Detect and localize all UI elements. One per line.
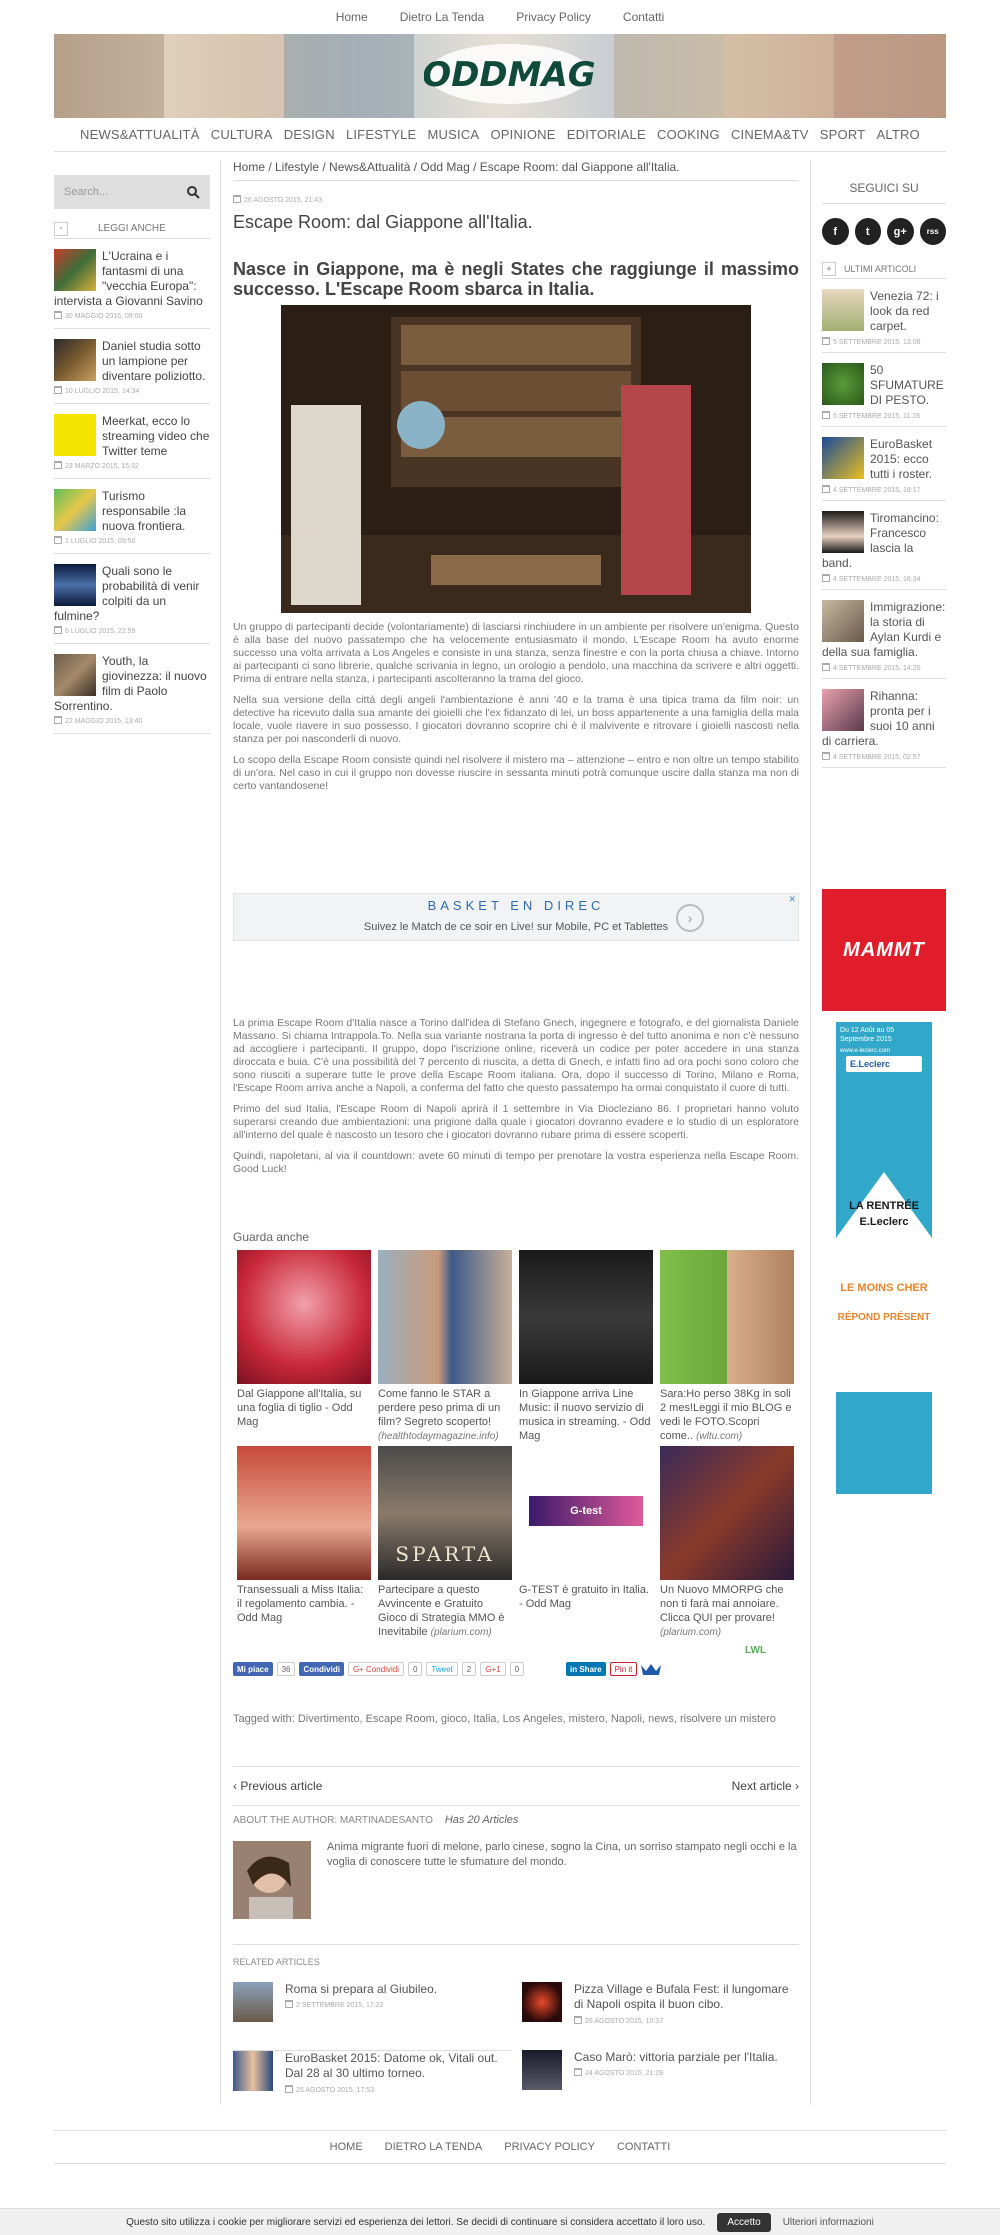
tweet-button[interactable]: Tweet [426, 1662, 457, 1676]
top-nav-privacy-policy[interactable]: Privacy Policy [516, 10, 591, 24]
post-thumbnail[interactable] [54, 249, 96, 291]
post-date: 5 SETTEMBRE 2015, 11:28 [822, 411, 946, 420]
article-date: 26 AGOSTO 2015, 21:43 [233, 195, 799, 204]
post-thumbnail[interactable] [822, 363, 864, 405]
top-nav [0, 0, 1000, 34]
post-title[interactable]: Immigrazione: la storia di Aylan Kurdi e della sua famiglia. [822, 600, 946, 659]
article-hero-image [281, 305, 751, 613]
cookie-more-info-link[interactable]: Ulteriori informazioni [782, 2216, 874, 2228]
post-title[interactable]: Quali sono le probabilità di venir colpiti da un fulmine? [54, 564, 200, 623]
linkedin-share-button[interactable]: in Share [566, 1662, 606, 1676]
related-date: 26 AGOSTO 2015, 10:37 [574, 2016, 663, 2025]
recommended-card[interactable] [519, 1250, 653, 1444]
calendar-icon [285, 2085, 293, 2093]
gplus-one-button[interactable]: G+1 [480, 1662, 505, 1676]
author-bio: Anima migrante fuori di melone, parlo cinese, sogno la Cina, un sorriso stampato negli occhi e la voglia di conoscere tutte le sfumature del mondo. [327, 1841, 797, 1868]
recommended-image[interactable] [660, 1250, 794, 1384]
nav-cultura[interactable]: CULTURA [210, 127, 273, 142]
post-thumbnail[interactable] [54, 414, 96, 456]
post-thumbnail[interactable] [822, 437, 864, 479]
leclerc-logo: E.Leclerc [846, 1056, 922, 1072]
search-input[interactable]: Search... [64, 186, 109, 198]
post-date: 30 MAGGIO 2016, 09:00 [54, 311, 210, 320]
recommended-card[interactable] [378, 1250, 512, 1444]
post-date: 23 MARZO 2015, 15:32 [54, 461, 210, 470]
post-thumbnail[interactable] [54, 339, 96, 381]
related-title[interactable]: Caso Marò: vittoria parziale per l'Italia. [574, 2050, 778, 2064]
ad-subtext[interactable]: Suivez le Match de ce soir en Live! sur Mobile, PC et Tablettes [363, 921, 669, 933]
banner-collage-tile [54, 34, 164, 118]
left-post[interactable] [54, 404, 210, 479]
nav-cinema-tv[interactable]: CINEMA&TV [730, 127, 809, 142]
recommended-image[interactable] [519, 1250, 653, 1384]
ad-headline[interactable]: BASKET EN DIREC [427, 898, 605, 913]
guarda-anche-heading: Guarda anche [233, 1230, 310, 1244]
twitter-icon[interactable]: t [855, 218, 882, 245]
cookie-text: Questo sito utilizza i cookie per migliorare servizi ed esperienza dei lettori. Se decidi di continuare si considera accettato il loro uso. [126, 2216, 706, 2228]
facebook-icon[interactable]: f [822, 218, 849, 245]
related-date: 25 AGOSTO 2015, 17:53 [285, 2085, 374, 2094]
related-article[interactable] [233, 1982, 511, 2030]
footer-nav [54, 2130, 946, 2164]
right-post[interactable] [822, 427, 946, 501]
recommended-card[interactable] [237, 1446, 371, 1640]
footer-privacy-policy[interactable]: PRIVACY POLICY [504, 2141, 595, 2153]
leggi-anche-header [54, 219, 210, 239]
ad-mammt[interactable]: MAMMT [822, 889, 946, 1011]
right-post[interactable] [822, 353, 946, 427]
recommended-card[interactable] [660, 1250, 794, 1444]
right-post[interactable] [822, 590, 946, 679]
banner-collage-tile [614, 34, 724, 118]
banner-collage-tile [834, 34, 946, 118]
social-links [822, 218, 946, 245]
post-title[interactable]: Rihanna: pronta per i suoi 10 anni di carriera. [822, 689, 935, 748]
left-post[interactable] [54, 239, 210, 329]
column-divider [810, 160, 811, 2105]
recommended-row [237, 1446, 797, 1640]
leclerc-url: www.e-leclerc.com [840, 1048, 891, 1054]
related-article[interactable] [233, 2050, 511, 2098]
article-title: Escape Room: dal Giappone all'Italia. [233, 212, 533, 232]
recommended-card[interactable] [378, 1446, 512, 1640]
post-thumbnail[interactable] [822, 289, 864, 331]
facebook-like-button[interactable]: Mi piace [233, 1662, 273, 1676]
post-title[interactable]: Meerkat, ecco lo streaming video che Twitter teme [102, 414, 210, 458]
cookie-accept-button[interactable]: Accetto [717, 2213, 770, 2232]
leclerc-tagline-2: RÉPOND PRÉSENT [837, 1312, 931, 1323]
nav-design[interactable]: DESIGN [283, 127, 335, 142]
related-date: 2 SETTEMBRE 2015, 17:22 [285, 2000, 384, 2009]
recommended-image[interactable] [519, 1446, 653, 1580]
author-heading [233, 1814, 518, 1826]
seguici-heading: SEGUICI SU [822, 175, 946, 204]
post-date: 1 LUGLIO 2015, 09:50 [54, 536, 210, 545]
calendar-icon [54, 536, 62, 544]
header-banner [54, 34, 946, 118]
recommended-caption[interactable]: G-TEST è gratuito in Italia. - Odd Mag [519, 1584, 650, 1610]
expand-toggle-button[interactable]: + [822, 262, 836, 276]
banner-collage-tile [284, 34, 414, 118]
nav-musica[interactable]: MUSICA [427, 127, 480, 142]
recommended-caption[interactable]: Dal Giappone all'Italia, su una foglia di tiglio - Odd Mag [237, 1388, 362, 1428]
banner-collage-tile [724, 34, 834, 118]
recommended-caption[interactable]: Transessuali a Miss Italia: il regolamento cambia. - Odd Mag [237, 1584, 364, 1624]
related-date: 24 AGOSTO 2015, 21:28 [574, 2068, 663, 2077]
recommended-caption[interactable]: Partecipare a questo Avvincente e Gratuito Gioco di Strategia MMO è Inevitabile (plarium.com) [378, 1584, 505, 1638]
article-subtitle: Nasce in Giappone, ma è negli States che raggiunge il massimo successo. L'Escape Room sbarca in Italia. [233, 259, 799, 299]
post-title[interactable]: Daniel studia sotto un lampione per diventare poliziotto. [102, 339, 206, 383]
left-post[interactable] [54, 329, 210, 404]
nav-lifestyle[interactable]: LIFESTYLE [345, 127, 417, 142]
post-title[interactable]: Tiromancino: Francesco lascia la band. [822, 511, 939, 570]
gtest-banner: G-test [529, 1496, 643, 1526]
top-nav-contatti[interactable]: Contatti [622, 10, 665, 24]
recommended-card[interactable] [237, 1250, 371, 1444]
recommended-card[interactable] [519, 1446, 653, 1640]
calendar-icon [822, 411, 830, 419]
breadcrumb[interactable]: Home / Lifestyle / News&Attualità / Odd Mag / Escape Room: dal Giappone all'Italia. [233, 160, 799, 181]
nav-news-attualita[interactable]: NEWS&ATTUALITÀ [80, 127, 200, 142]
left-post[interactable] [54, 644, 210, 734]
leclerc-headline: LA RENTRÉE [849, 1200, 919, 1212]
post-date: 10 LUGLIO 2015, 14:34 [54, 386, 210, 395]
recommended-row [237, 1250, 797, 1444]
article-continued [233, 1017, 799, 1176]
post-thumbnail[interactable] [54, 489, 96, 531]
nav-altro[interactable]: ALTRO [876, 127, 920, 142]
related-thumbnail[interactable] [522, 1982, 562, 2022]
pinterest-button[interactable]: Pin it [610, 1662, 638, 1676]
ad-close-icon[interactable]: ✕ [788, 894, 796, 904]
ad-leclerc[interactable] [836, 1022, 932, 1494]
post-title[interactable]: L'Ucraina e i fantasmi di una "vecchia Europa": intervista a Giovanni Savino [54, 249, 203, 308]
related-thumbnail[interactable] [233, 1982, 273, 2022]
banner-collage-tile [164, 34, 284, 118]
logo-text: ODDMAG [424, 55, 594, 95]
calendar-icon [233, 195, 241, 203]
nav-editoriale[interactable]: EDITORIALE [566, 127, 646, 142]
right-post[interactable] [822, 279, 946, 353]
recommended-caption[interactable]: In Giappone arriva Line Music: il nuovo servizio di musica in streaming. - Odd Mag [519, 1388, 651, 1442]
post-title[interactable]: Turismo responsabile :la nuova frontiera. [102, 489, 187, 533]
column-divider [220, 160, 221, 2105]
author-avatar [233, 1841, 311, 1919]
ultimi-articoli-header [822, 259, 946, 279]
article [233, 160, 799, 793]
article-paragraph: Primo del sud Italia, l'Escape Room di Napoli aprirà il 1 settembre in Via Diocleziano 86. I proprietari hanno voluto superarsi creando due ambientazioni: una prigione dalla quale i giocatori dovranno evadere e lo studio di un esploratore all'interno del quale è nascosto un tesoro che i giocatori dovranno rubare prima di essere scoperti. [233, 1103, 799, 1141]
ad-arrow-icon[interactable]: › [676, 904, 704, 932]
post-date: 4 SETTEMBRE 2015, 14:20 [822, 663, 946, 672]
nav-cooking[interactable]: COOKING [657, 127, 720, 142]
main-nav [54, 118, 946, 152]
left-sidebar [54, 175, 210, 734]
recommended-image[interactable] [378, 1250, 512, 1384]
post-thumbnail[interactable] [54, 654, 96, 696]
nav-opinione[interactable]: OPINIONE [490, 127, 556, 142]
search-icon[interactable] [187, 186, 200, 199]
gplus-one-count: 0 [510, 1662, 524, 1676]
article-pagination [233, 1766, 799, 1806]
ad-banner-basket[interactable] [233, 893, 799, 941]
recommended-image[interactable] [660, 1446, 794, 1580]
post-date: 5 SETTEMBRE 2015, 13:08 [822, 337, 946, 346]
related-title[interactable]: Pizza Village e Bufala Fest: il lungomare di Napoli ospita il buon cibo. [574, 1982, 789, 2011]
author-label[interactable]: ABOUT THE AUTHOR: MARTINADESANTO [233, 1815, 433, 1826]
post-title[interactable]: Venezia 72: i look da red carpet. [870, 289, 939, 333]
collapse-toggle-button[interactable]: - [54, 222, 68, 236]
calendar-icon [54, 716, 62, 724]
related-article[interactable] [522, 2050, 800, 2098]
calendar-icon [822, 574, 830, 582]
post-thumbnail[interactable] [54, 564, 96, 606]
calendar-icon [822, 337, 830, 345]
post-title[interactable]: Youth, la giovinezza: il nuovo film di Paolo Sorrentino. [54, 654, 207, 713]
site-logo[interactable] [424, 40, 594, 108]
leclerc-brand-text: E.Leclerc [859, 1216, 909, 1228]
article-paragraph: La prima Escape Room d'Italia nasce a Torino dall'idea di Stefano Gnech, ingegnere e fotografo, e del giornalista Daniele Massano. Si chiama Intrappola.To. Nella sua variante nostrana la porta di ingresso è del tutto anonima e non c'è nessuno ad accogliere i partecipanti. Il gruppo, dopo l'iscrizione online, riceverà un codice per poter accedere in una stanza diroccata e buia. C'è una possibilità del 7 percento di riuscita, a detta di Gnech, e infatti fino ad ora pochi sono coloro che sono riusciti a superare tutte le prove della Escape Room italiana. Ora, dopo il successo di Torino, Milano e Roma, l'Escape Room arriva anche a Napoli, a conferma del fatto che questo passatempo ha ormai conquistato il cuore di tutti. [233, 1017, 799, 1094]
gplus-share-button[interactable]: G+ Condividi [348, 1662, 404, 1676]
related-title[interactable]: EuroBasket 2015: Datome ok, Vitali out. Dal 28 al 30 ultimo torneo. [285, 2051, 498, 2080]
leclerc-tagline: LE MOINS CHER [840, 1282, 928, 1294]
post-thumbnail[interactable] [822, 511, 864, 553]
article-paragraph: Un gruppo di partecipanti decide (volontariamente) di lasciarsi rinchiudere in un ambiente per risolvere un'enigma. Questo è alla base del nuovo passatempo che ha velocemente entusiasmato il mondo. L'Escape Room ha avuto enorme successo una volta arrivata a Los Angeles e consiste in una stanza, senza finestre e con la porta chiusa a chiave. Intorno ai partecipanti ci sono librerie, qualche scrivania in legno, un orologio a pendolo, una macchina da scrivere e altri oggetti. Prima di entrare nella stanza, i partecipanti ascolteranno la trama del gioco. [233, 621, 799, 685]
related-title[interactable]: Roma si prepara al Giubileo. [285, 1982, 438, 1996]
tweet-count: 2 [462, 1662, 476, 1676]
article-paragraph: Lo scopo della Escape Room consiste quindi nel risolvere il mistero ma – attenzione – entro e non oltre un tempo stabilito di un'ora. Nel caso in cui il gruppo non dovesse riuscire in sessanta minuti potrà comunque uscire dalla stanza ma non di certo vantandosene! [233, 754, 799, 792]
post-date: 4 SETTEMBRE 2015, 02:57 [822, 752, 946, 761]
left-post[interactable] [54, 479, 210, 554]
nav-sport[interactable]: SPORT [819, 127, 866, 142]
leggi-anche-title: LEGGI ANCHE [98, 223, 166, 234]
post-title[interactable]: 50 SFUMATURE DI PESTO. [870, 363, 944, 407]
cookie-banner [0, 2208, 1000, 2235]
lwl-widget-logo[interactable]: LWL [745, 1645, 767, 1656]
share-bar [233, 1661, 799, 1677]
footer-home[interactable]: HOME [329, 2141, 363, 2153]
post-date: 4 SETTEMBRE 2015, 18:17 [822, 485, 946, 494]
left-post[interactable] [54, 554, 210, 644]
post-thumbnail[interactable] [822, 600, 864, 642]
post-date: 6 LUGLIO 2015, 22:59 [54, 626, 210, 635]
post-date: 4 SETTEMBRE 2015, 16:34 [822, 574, 946, 583]
recommended-image[interactable] [237, 1250, 371, 1384]
calendar-icon [822, 663, 830, 671]
post-title[interactable]: EuroBasket 2015: ecco tutti i roster. [870, 437, 933, 481]
footer-contatti[interactable]: CONTATTI [616, 2141, 671, 2153]
calendar-icon [54, 626, 62, 634]
sparta-logo-text: SPARTA [395, 1542, 495, 1566]
gplus-share-count: 0 [408, 1662, 422, 1676]
facebook-share-button[interactable]: Condividi [299, 1662, 343, 1676]
right-sidebar [822, 175, 946, 768]
recommended-image[interactable] [378, 1446, 512, 1580]
post-thumbnail[interactable] [822, 689, 864, 731]
related-thumbnail[interactable] [233, 2051, 273, 2091]
recommended-caption[interactable]: Sara:Ho perso 38Kg in soli 2 mes!Leggi il mio BLOG e vedi le FOTO.Scopri come.. (wltu.com) [660, 1388, 792, 1442]
recommended-image[interactable] [237, 1446, 371, 1580]
author-article-count: Has 20 Articles [444, 1814, 519, 1826]
recommended-caption[interactable]: Come fanno le STAR a perdere peso prima di un film? Segreto scoperto! (healthtodaymagazine.info) [378, 1388, 501, 1442]
top-nav-dietro-la-tenda[interactable]: Dietro La Tenda [399, 10, 485, 24]
rss-icon[interactable]: rss [920, 218, 947, 245]
top-nav-home[interactable]: Home [335, 10, 368, 24]
calendar-icon [574, 2068, 582, 2076]
ultimi-articoli-title: ULTIMI ARTICOLI [844, 263, 917, 274]
article-paragraph: Nella sua versione della città degli angeli l'ambientazione è anni '40 e la trama è una tipica trama da film noir: un detective ha ricevuto dalla sua amante dei gioielli che l'ex fidanzato di lei, un boss appartenente a una famiglia della mala locale, vuole riavere in suo possesso. I giocatori dovranno scoprire chi è il malvivente e ritrovare i gioielli nascosti nella stanza per poi nasconderli di nuovo. [233, 694, 799, 745]
calendar-icon [574, 2016, 582, 2024]
related-articles-heading: RELATED ARTICLES [233, 1944, 799, 1967]
search-box[interactable] [54, 175, 210, 209]
previous-article-link[interactable]: ‹ Previous article [233, 1779, 323, 1793]
crown-icon[interactable] [641, 1663, 661, 1675]
post-date: 22 MAGGIO 2015, 13:40 [54, 716, 210, 725]
recommended-card[interactable] [660, 1446, 794, 1640]
facebook-like-count: 36 [277, 1662, 296, 1676]
related-thumbnail[interactable] [522, 2050, 562, 2090]
right-post[interactable] [822, 679, 946, 768]
article-tags[interactable]: Tagged with: Divertimento, Escape Room, gioco, Italia, Los Angeles, mistero, Napoli, news, risolvere un mistero [233, 1713, 776, 1725]
calendar-icon [822, 752, 830, 760]
recommended-caption[interactable]: Un Nuovo MMORPG che non ti farà mai annoiare. Clicca QUI per provare! (plarium.com) [660, 1584, 784, 1638]
calendar-icon [54, 386, 62, 394]
calendar-icon [54, 461, 62, 469]
right-post[interactable] [822, 501, 946, 590]
related-article[interactable] [522, 1982, 800, 2030]
footer-dietro-la-tenda[interactable]: DIETRO LA TENDA [384, 2141, 483, 2153]
next-article-link[interactable]: Next article › [731, 1779, 799, 1793]
calendar-icon [54, 311, 62, 319]
google-plus-icon[interactable]: g+ [887, 218, 914, 245]
article-paragraph: Quindi, napoletani, al via il countdown: avete 60 minuti di tempo per prenotare la vostra esperienza nella Escape Room. Good Luck! [233, 1150, 799, 1175]
calendar-icon [285, 2000, 293, 2008]
calendar-icon [822, 485, 830, 493]
leclerc-dates: Du 12 Août au 05 Septembre 2015 [840, 1027, 895, 1043]
